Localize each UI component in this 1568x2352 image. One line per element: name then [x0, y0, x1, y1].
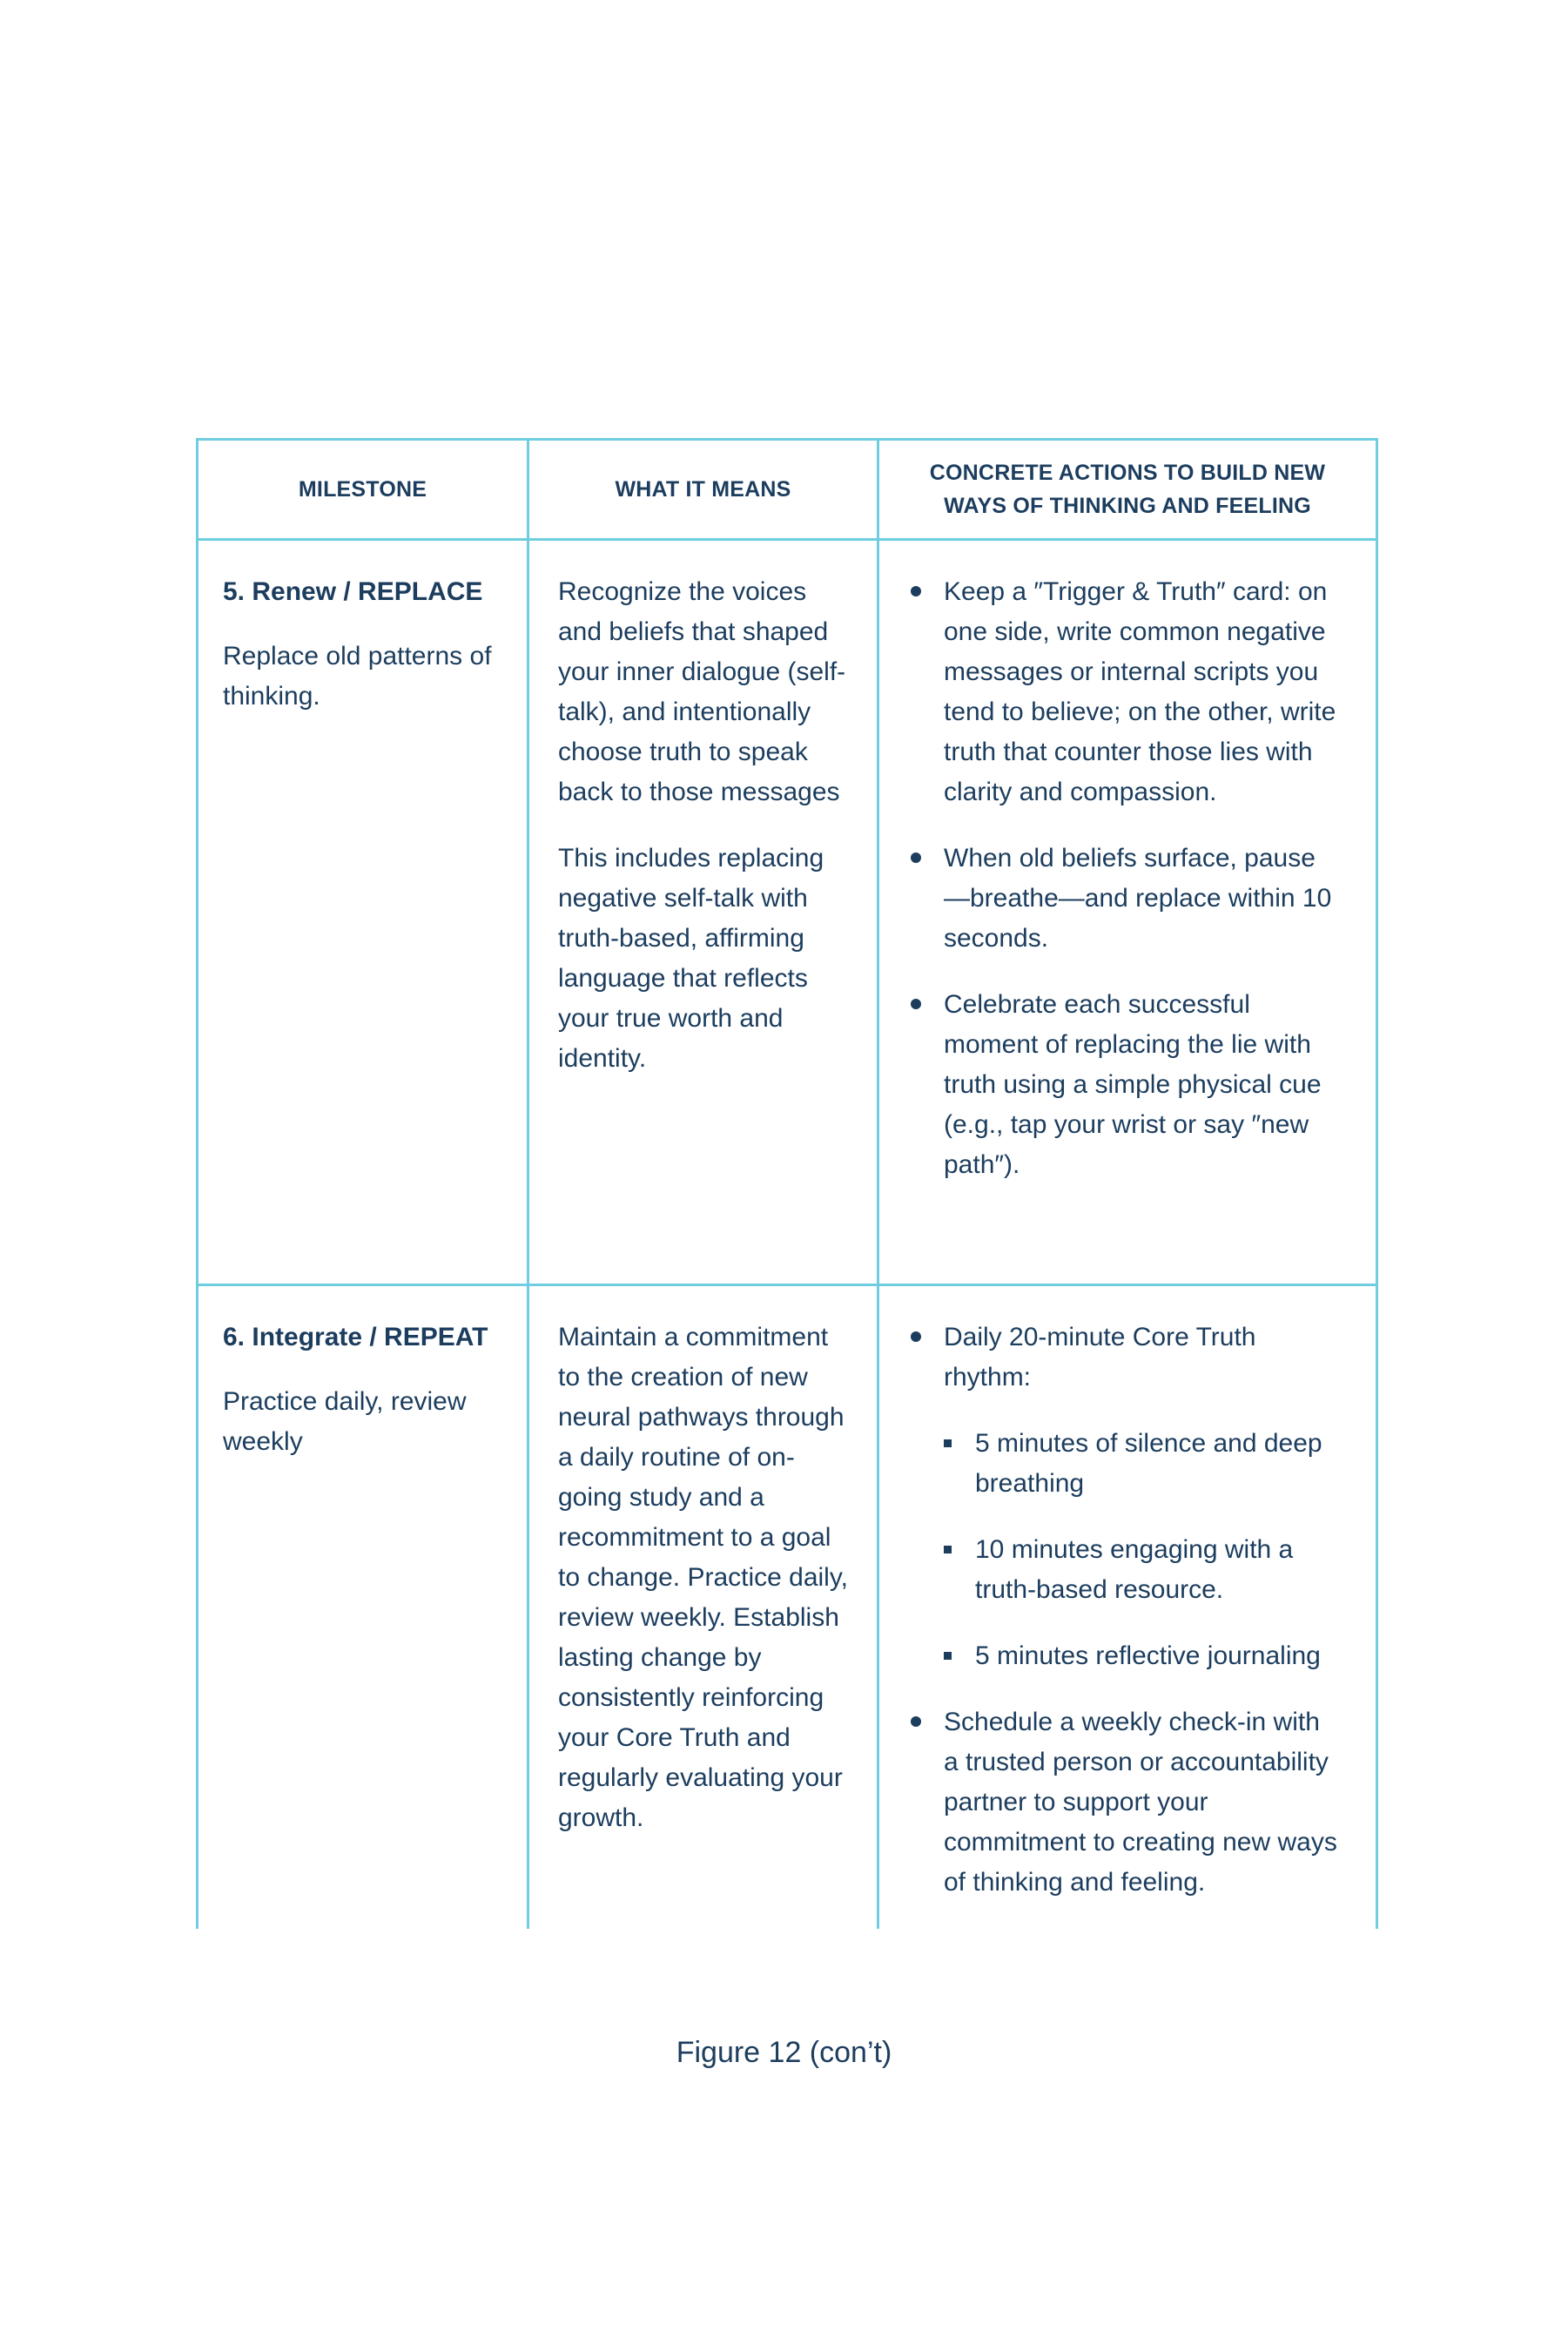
bullet-icon	[911, 1331, 921, 1342]
milestone-title: 6. Integrate / REPEAT	[223, 1323, 488, 1351]
figure-caption: Figure 12 (con’t)	[676, 2036, 892, 2069]
actions-list	[905, 572, 1341, 1185]
means-paragraph: This includes replacing negative self-talk with truth-based, affirming language that reflects your true worth and identity.	[558, 844, 824, 1073]
means-paragraph: Recognize the voices and beliefs that shaped your inner dialogue (self-talk), and intentionally choose truth to speak back to those messages	[558, 577, 846, 806]
action-text: Schedule a weekly check-in with a trusted person or accountability partner to support your commitment to creating new ways of thinking and feeling.	[944, 1708, 1337, 1897]
header-concrete-actions	[878, 440, 1377, 540]
action-text: When old beliefs surface, pause—breathe—and replace within 10 seconds.	[944, 844, 1332, 953]
list-item	[905, 1318, 1341, 1676]
square-bullet-icon	[944, 1439, 952, 1447]
actions-cell	[878, 1285, 1377, 1930]
milestone-cell	[198, 540, 528, 1285]
table-header-row	[198, 440, 1377, 540]
action-text: Daily 20-minute Core Truth rhythm:	[944, 1323, 1256, 1392]
list-item	[905, 985, 1341, 1185]
sub-list-item	[944, 1530, 1341, 1610]
list-item	[905, 572, 1341, 812]
means-paragraph: Maintain a commitment to the creation of new neural pathways through a daily routine of on-going study and a recommitment to a goal to change. Practice daily, review weekly. Establish lasting change by consistently reinforcing your Core Truth and regularly evaluating your growth.	[558, 1323, 848, 1832]
actions-list	[905, 1318, 1341, 1903]
square-bullet-icon	[944, 1652, 952, 1660]
milestone-cell	[198, 1285, 528, 1930]
bullet-icon	[911, 853, 921, 863]
action-text: Keep a ″Trigger & Truth″ card: on one side, write common negative messages or internal scripts you tend to believe; on the other, write truth that counter those lies with clarity and compassion.	[944, 577, 1336, 806]
action-text: Celebrate each successful moment of replacing the lie with truth using a simple physical cue (e.g., tap your wrist or say ″new path″).	[944, 990, 1322, 1179]
header-what-it-means-label: WHAT IT MEANS	[615, 477, 791, 502]
header-actions-line-1: CONCRETE ACTIONS TO BUILD NEW	[929, 461, 1326, 485]
header-milestone-label: MILESTONE	[298, 477, 427, 502]
header-what-it-means	[528, 440, 878, 540]
sub-list-item	[944, 1636, 1341, 1676]
list-item	[905, 1702, 1341, 1903]
milestone-title: 5. Renew / REPLACE	[223, 577, 483, 606]
header-actions-line-2: WAYS OF THINKING AND FEELING	[944, 494, 1311, 518]
bullet-icon	[911, 586, 921, 596]
list-item	[905, 839, 1341, 959]
milestone-table	[196, 438, 1378, 1929]
sub-item-text: 5 minutes reflective journaling	[975, 1641, 1321, 1670]
sub-list-item	[944, 1424, 1341, 1504]
square-bullet-icon	[944, 1546, 952, 1553]
bullet-icon	[911, 999, 921, 1009]
header-milestone	[198, 440, 528, 540]
means-cell	[528, 540, 878, 1285]
table-row	[198, 540, 1377, 1285]
milestone-description: Practice daily, review weekly	[223, 1387, 467, 1456]
actions-cell	[878, 540, 1377, 1285]
means-cell	[528, 1285, 878, 1930]
milestone-table-container	[196, 438, 1376, 1910]
sub-item-text: 10 minutes engaging with a truth-based resource.	[975, 1535, 1294, 1604]
milestone-description: Replace old patterns of thinking.	[223, 642, 492, 711]
table-row	[198, 1285, 1377, 1930]
sub-list	[944, 1424, 1341, 1676]
bullet-icon	[911, 1716, 921, 1727]
sub-item-text: 5 minutes of silence and deep breathing	[975, 1429, 1322, 1498]
